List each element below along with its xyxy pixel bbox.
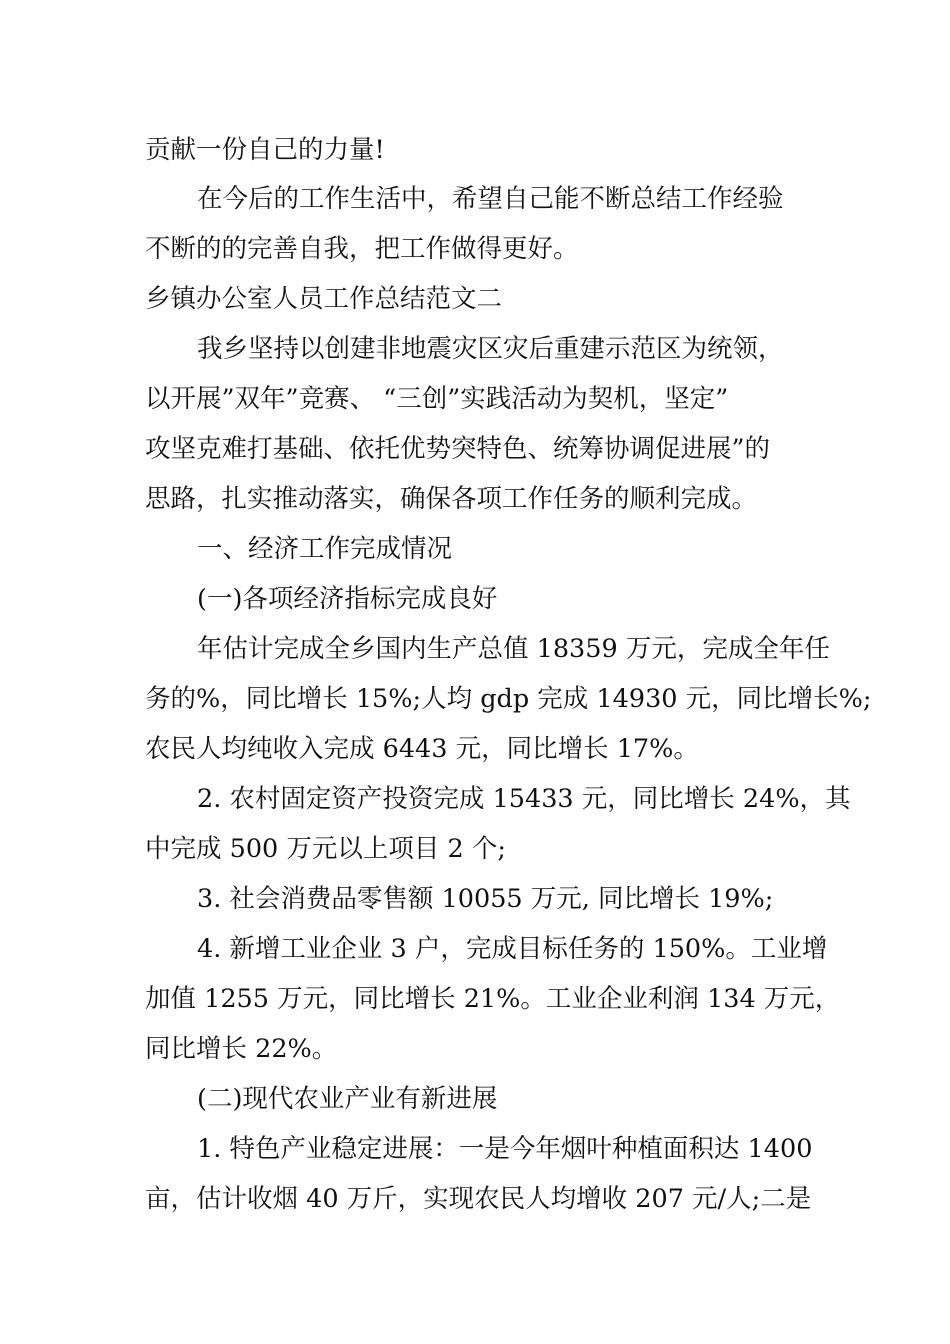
text-line: 攻坚克难打基础、依托优势突特色、统筹协调促进展”的: [145, 434, 771, 464]
text-line: 年估计完成全乡国内生产总值 18359 万元，完成全年任: [197, 634, 830, 664]
subheading: (二)现代农业产业有新进展: [197, 1084, 498, 1114]
subheading: 一、经济工作完成情况: [197, 534, 453, 564]
text-line: 在今后的工作生活中，希望自己能不断总结工作经验: [197, 184, 784, 214]
text-line: 以开展”双年”竞赛、 “三创”实践活动为契机，坚定”: [145, 384, 729, 414]
text-line: 农民人均纯收入完成 6443 元，同比增长 17%。: [145, 734, 699, 764]
text-line: 1. 特色产业稳定进展：一是今年烟叶种植面积达 1400: [197, 1134, 813, 1164]
text-line: 3. 社会消费品零售额 10055 万元, 同比增长 19%;: [197, 884, 774, 914]
text-line: 中完成 500 万元以上项目 2 个;: [145, 834, 506, 864]
text-line: 不断的的完善自我，把工作做得更好。: [145, 234, 579, 264]
subheading: (一)各项经济指标完成良好: [197, 584, 498, 614]
text-line: 贡献一份自己的力量!: [145, 135, 385, 165]
text-line: 我乡坚持以创建非地震灾区灾后重建示范区为统领，: [197, 334, 784, 364]
text-line: 同比增长 22%。: [145, 1034, 338, 1064]
text-line: 4. 新增工业企业 3 户，完成目标任务的 150%。工业增: [197, 934, 828, 964]
text-line: 加值 1255 万元，同比增长 21%。工业企业利润 134 万元，: [145, 984, 841, 1014]
text-line: 务的%，同比增长 15%;人均 gdp 完成 14930 元，同比增长%;: [145, 684, 872, 714]
text-line: 思路，扎实推动落实，确保各项工作任务的顺利完成。: [145, 484, 758, 514]
text-line: 亩，估计收烟 40 万斤，实现农民人均增收 207 元/人;二是: [145, 1184, 812, 1214]
text-line: 2. 农村固定资产投资完成 15433 元，同比增长 24%，其: [197, 784, 851, 814]
section-heading: 乡镇办公室人员工作总结范文二: [145, 284, 503, 314]
